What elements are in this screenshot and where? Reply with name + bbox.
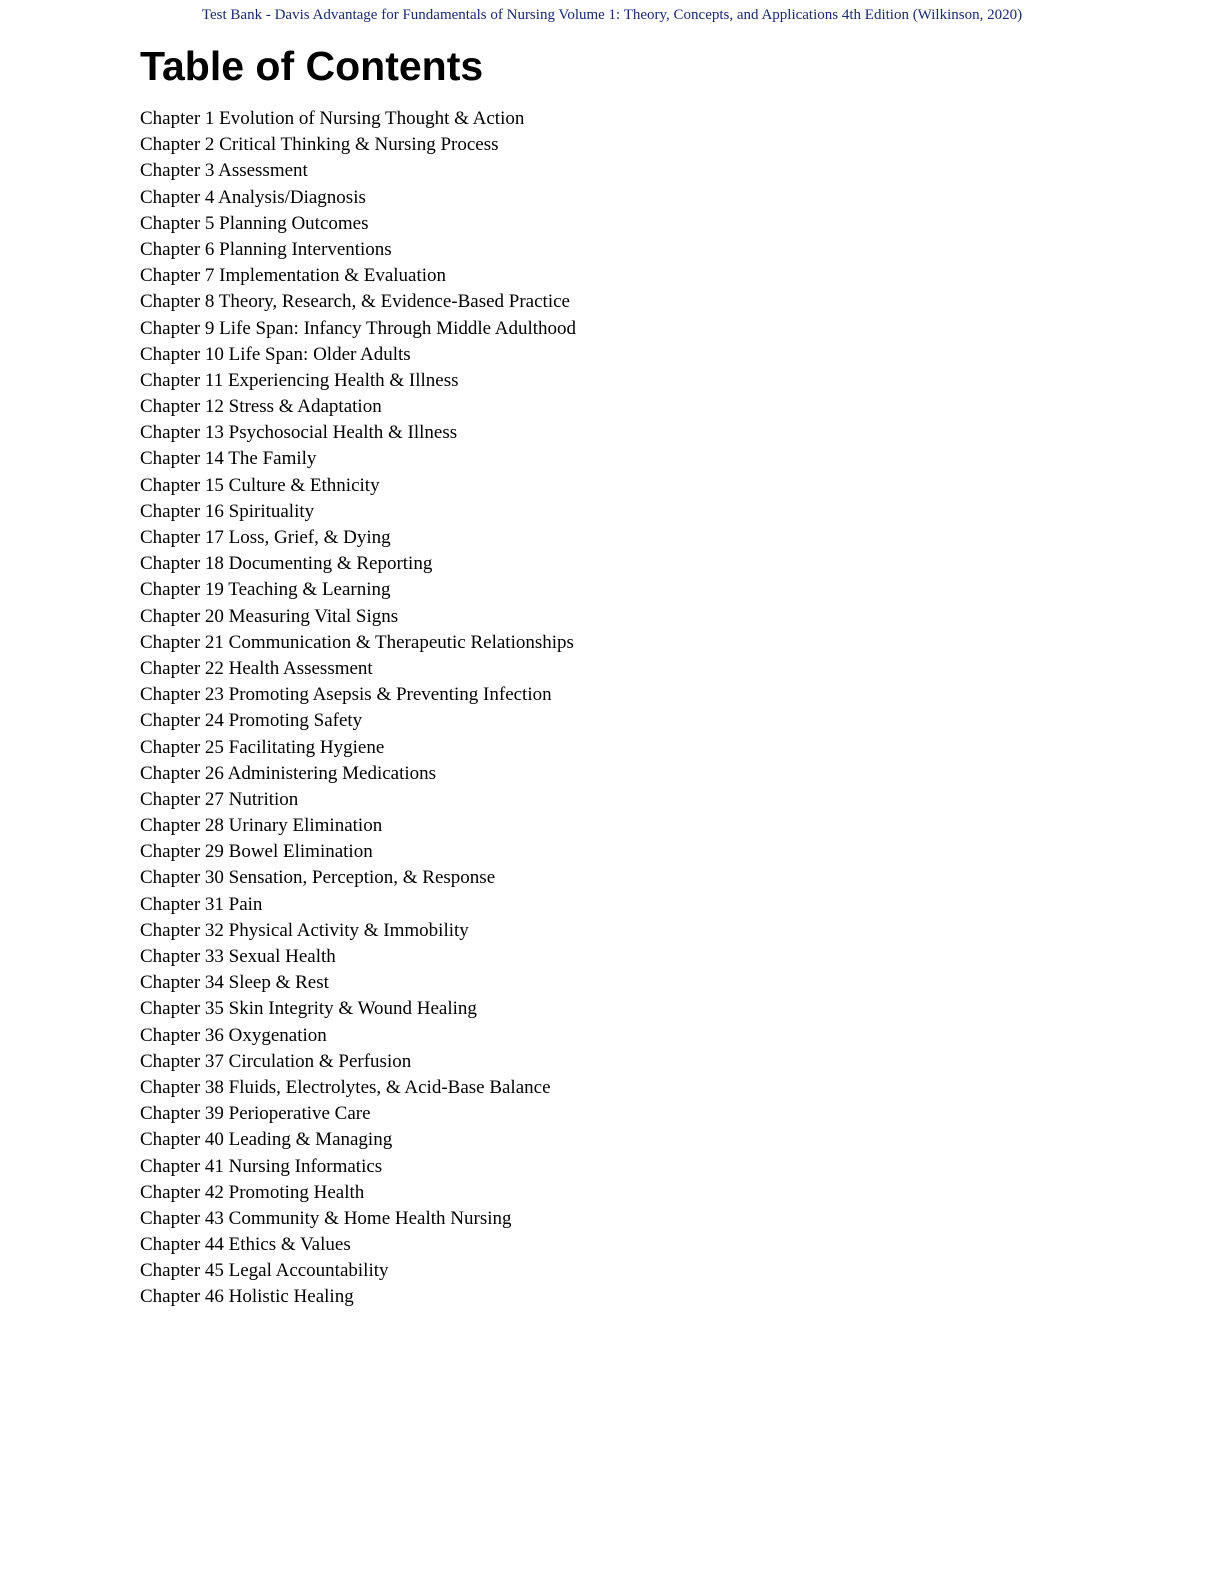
toc-item[interactable]: Chapter 11 Experiencing Health & Illness: [140, 369, 459, 391]
toc-item[interactable]: Chapter 3 Assessment: [140, 160, 308, 182]
toc-item[interactable]: Chapter 15 Culture & Ethnicity: [140, 474, 380, 496]
toc-item[interactable]: Chapter 34 Sleep & Rest: [140, 972, 329, 994]
toc-item[interactable]: Chapter 14 The Family: [140, 448, 317, 470]
toc-item[interactable]: Chapter 21 Communication & Therapeutic Relationships: [140, 631, 574, 653]
toc-item[interactable]: Chapter 27 Nutrition: [140, 788, 299, 810]
toc-item[interactable]: Chapter 25 Facilitating Hygiene: [140, 736, 385, 758]
toc-item[interactable]: Chapter 46 Holistic Healing: [140, 1286, 354, 1308]
toc-item[interactable]: Chapter 2 Critical Thinking & Nursing Process: [140, 134, 499, 156]
toc-item[interactable]: Chapter 29 Bowel Elimination: [140, 841, 373, 863]
toc-item[interactable]: Chapter 19 Teaching & Learning: [140, 579, 391, 601]
toc-item[interactable]: Chapter 8 Theory, Research, & Evidence-Based Practice: [140, 291, 570, 313]
toc-item[interactable]: Chapter 37 Circulation & Perfusion: [140, 1050, 412, 1072]
toc-item[interactable]: Chapter 10 Life Span: Older Adults: [140, 343, 411, 365]
toc-item[interactable]: Chapter 12 Stress & Adaptation: [140, 396, 382, 418]
toc-item[interactable]: Chapter 17 Loss, Grief, & Dying: [140, 527, 391, 548]
toc-item[interactable]: Chapter 45 Legal Accountability: [140, 1260, 389, 1282]
toc-item[interactable]: Chapter 36 Oxygenation: [140, 1024, 327, 1046]
toc-item[interactable]: Chapter 40 Leading & Managing: [140, 1129, 393, 1151]
toc-item[interactable]: Chapter 1 Evolution of Nursing Thought & Action: [140, 108, 525, 129]
toc-item[interactable]: Chapter 38 Fluids, Electrolytes, & Acid-Base Balance: [140, 1076, 551, 1098]
toc-item[interactable]: Chapter 6 Planning Interventions: [140, 238, 392, 260]
page-header: Test Bank - Davis Advantage for Fundamentals of Nursing Volume 1: Theory, Concepts, and Applications 4th Edition (Wilkinson, 2020): [201, 7, 1023, 23]
toc-item[interactable]: Chapter 5 Planning Outcomes: [140, 212, 369, 234]
toc-item[interactable]: Chapter 32 Physical Activity & Immobility: [140, 919, 469, 941]
toc-item[interactable]: Chapter 7 Implementation & Evaluation: [140, 265, 447, 287]
toc-item[interactable]: Chapter 20 Measuring Vital Signs: [140, 605, 399, 627]
toc-item[interactable]: Chapter 26 Administering Medications: [140, 762, 437, 784]
toc-item[interactable]: Chapter 24 Promoting Safety: [140, 710, 363, 732]
toc-item[interactable]: Chapter 42 Promoting Health: [140, 1181, 365, 1203]
toc-item[interactable]: Chapter 30 Sensation, Perception, & Response: [140, 867, 496, 889]
toc-item[interactable]: Chapter 9 Life Span: Infancy Through Middle Adulthood: [140, 317, 577, 339]
toc-item[interactable]: Chapter 28 Urinary Elimination: [140, 815, 383, 837]
toc-item[interactable]: Chapter 13 Psychosocial Health & Illness: [140, 422, 458, 444]
toc-item[interactable]: Chapter 44 Ethics & Values: [140, 1234, 351, 1256]
toc-item[interactable]: Chapter 4 Analysis/Diagnosis: [140, 186, 366, 208]
toc-title: Table of Contents: [140, 43, 484, 89]
toc-item[interactable]: Chapter 39 Perioperative Care: [140, 1103, 371, 1125]
toc-item[interactable]: Chapter 22 Health Assessment: [140, 657, 373, 679]
toc-item[interactable]: Chapter 31 Pain: [140, 893, 263, 915]
toc-item[interactable]: Chapter 43 Community & Home Health Nursing: [140, 1207, 512, 1229]
toc-item[interactable]: Chapter 41 Nursing Informatics: [140, 1155, 383, 1177]
toc-item[interactable]: Chapter 35 Skin Integrity & Wound Healing: [140, 998, 477, 1020]
toc-item[interactable]: Chapter 33 Sexual Health: [140, 946, 336, 967]
toc-item[interactable]: Chapter 16 Spirituality: [140, 500, 315, 522]
toc-list: [140, 106, 576, 1311]
toc-item[interactable]: Chapter 18 Documenting & Reporting: [140, 553, 433, 575]
toc-item[interactable]: Chapter 23 Promoting Asepsis & Preventing Infection: [140, 684, 552, 706]
